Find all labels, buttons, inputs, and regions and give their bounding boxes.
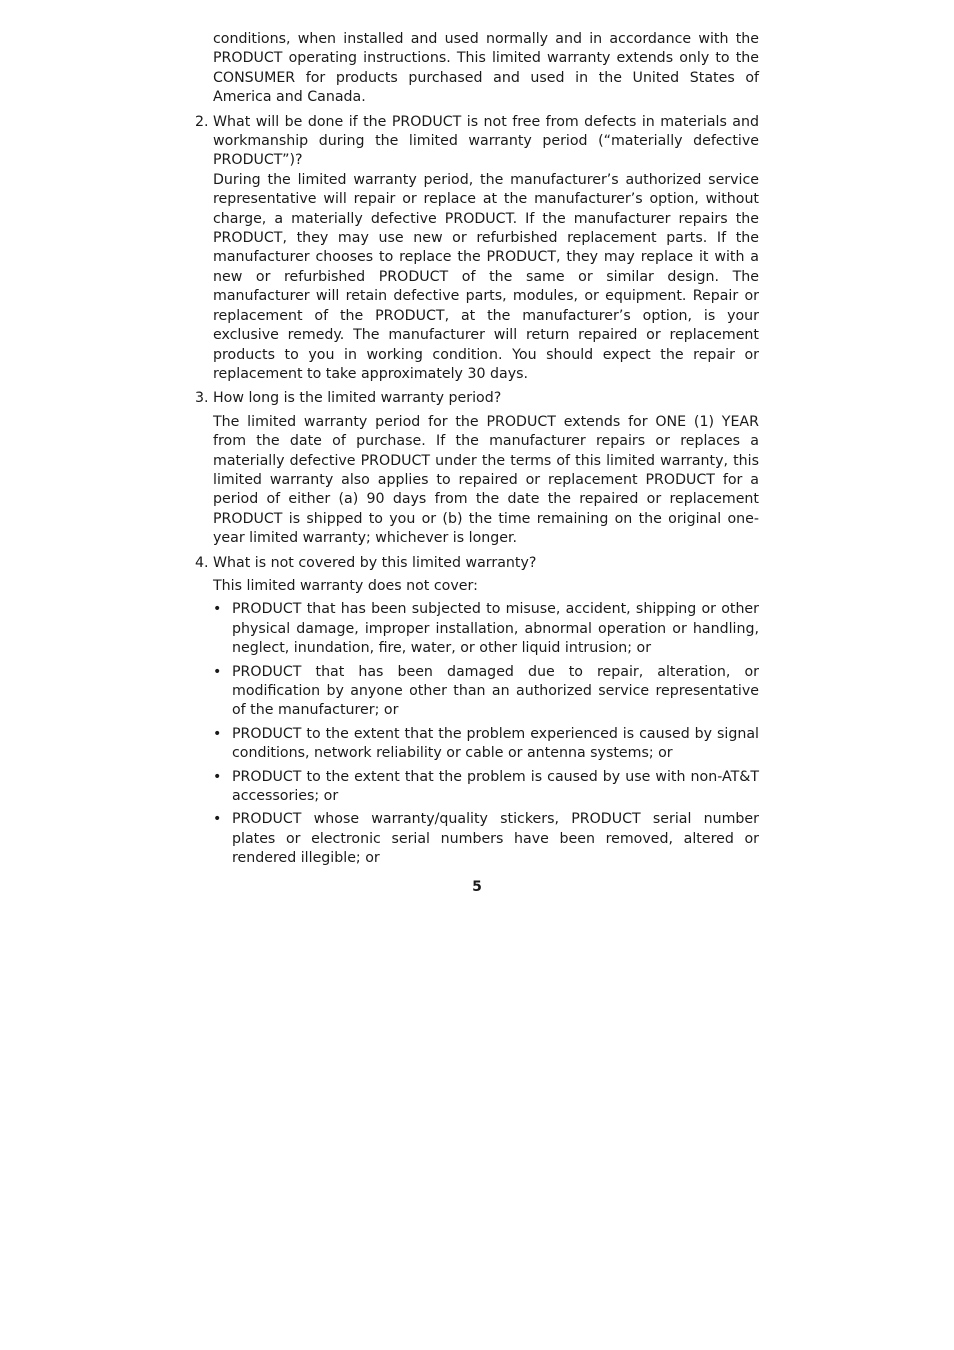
list-item-text: PRODUCT to the extent that the problem experienced is caused by signal conditions, network reliability or cable or antenna systems; or: [232, 725, 759, 762]
list-item-text: PRODUCT whose warranty/quality stickers, PRODUCT serial number plates or electronic serial numbers have been removed, altered or rendered illegible; or: [232, 811, 759, 867]
section-4-question-text: What is not covered by this limited warranty?: [213, 554, 537, 571]
section-2-answer: During the limited warranty period, the manufacturer’s authorized service representative will repair or replace at the manufacturer’s option, without charge, a materially defective PRODUCT. If the manufacturer repairs the PRODUCT, they may use new or refurbished replacement parts. If the manufacturer chooses to replace the PRODUCT, they may replace it with a new or refurbished PRODUCT of the same or similar design. The manufacturer will retain defective parts, modules, or equipment. Repair or replacement of the PRODUCT, at the manufacturer’s option, is your exclusive remedy. The manufacturer will return repaired or replacement products to you in working condition. You should expect the repair or replacement to take approximately 30 days.: [213, 171, 759, 382]
section-2-question-text: What will be done if the PRODUCT is not free from defects in materials and workmanship during the limited warranty period (“materially defective PRODUCT”)?: [213, 113, 759, 169]
section-4-number: 4.: [195, 554, 209, 571]
list-item-text: PRODUCT to the extent that the problem is caused by use with non-AT&T accessories; or: [232, 768, 759, 805]
section-3-question-text: How long is the limited warranty period?: [213, 390, 502, 407]
list-item: [213, 600, 759, 658]
page-number: 5: [472, 879, 482, 895]
bullet-icon: •: [213, 725, 222, 742]
section-4-question: [195, 554, 759, 573]
intro-paragraph: conditions, when installed and used normally and in accordance with the PRODUCT operating instructions. This limited warranty extends only to the CONSUMER for products purchased and used in the United States of America and Canada.: [213, 31, 759, 106]
section-4-answer: This limited warranty does not cover:: [213, 577, 478, 594]
not-covered-list: [213, 600, 759, 868]
bullet-icon: •: [213, 601, 222, 618]
list-item: [213, 725, 759, 764]
section-2-number: 2.: [195, 113, 209, 130]
bullet-icon: •: [213, 768, 222, 785]
list-item-text: PRODUCT that has been subjected to misuse, accident, shipping or other physical damage, improper installation, abnormal operation or handling, neglect, inundation, fire, water, or other liquid intrusion; or: [232, 601, 759, 657]
section-2-question: [195, 113, 759, 171]
section-3-number: 3.: [195, 390, 209, 407]
bullet-icon: •: [213, 811, 222, 828]
list-item: [213, 810, 759, 868]
list-item: [213, 768, 759, 807]
list-item: [213, 663, 759, 721]
bullet-icon: •: [213, 663, 222, 680]
section-3-answer: The limited warranty period for the PRODUCT extends for ONE (1) YEAR from the date of purchase. If the manufacturer repairs or replaces a materially defective PRODUCT under the terms of this limited warranty, this limited warranty also applies to repaired or replacement PRODUCT for a period of either (a) 90 days from the date the repaired or replacement PRODUCT is shipped to you or (b) the time remaining on the original one-year limited warranty; whichever is longer.: [213, 413, 759, 547]
list-item-text: PRODUCT that has been damaged due to repair, alteration, or modification by anyone other than an authorized service representative of the manufacturer; or: [232, 663, 759, 719]
warranty-page: [195, 30, 759, 873]
section-3-question: [195, 389, 759, 408]
